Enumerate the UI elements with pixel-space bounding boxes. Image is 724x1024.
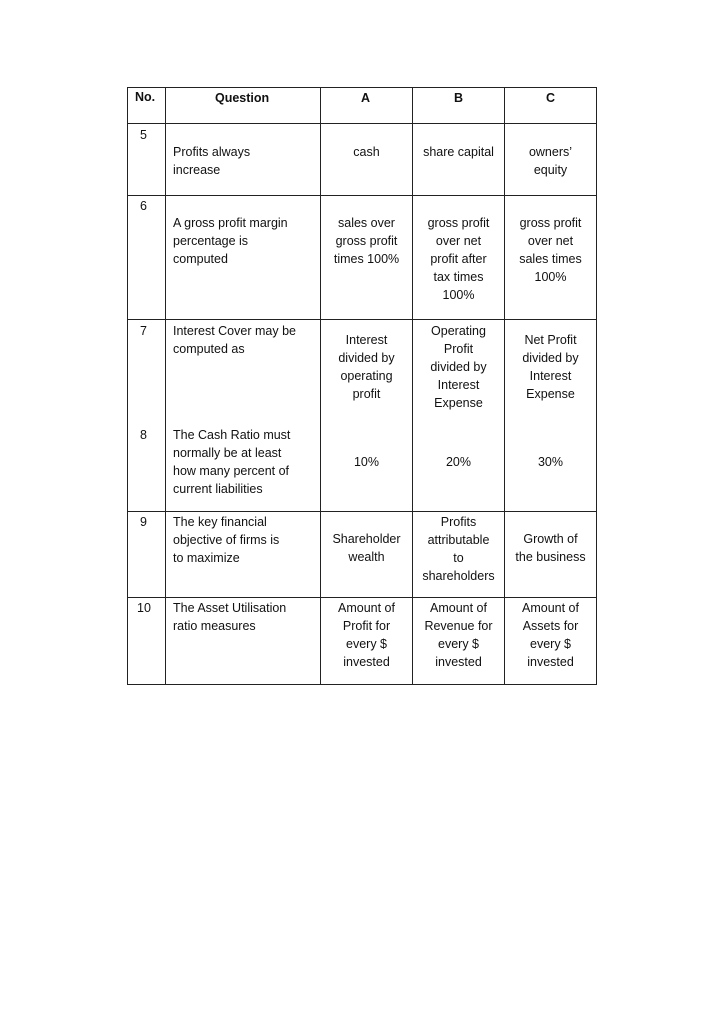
option-c-cell: owners’ equity: [528, 145, 573, 177]
option-a-cell: 10%: [353, 455, 380, 469]
question-cell: The Asset Utilisation ratio measures: [173, 601, 287, 633]
option-b-cell: Amount of Revenue for every $ invested: [424, 601, 493, 669]
option-b-cell: share capital: [423, 145, 494, 159]
row-number: 9: [140, 515, 147, 529]
option-b-cell: gross profit over net profit after tax times 100%: [427, 216, 490, 302]
option-b-cell: 20%: [445, 455, 472, 469]
option-b-cell: Operating Profit divided by Interest Expense: [430, 324, 487, 410]
row-number: 6: [140, 199, 147, 213]
header-b: B: [454, 91, 464, 105]
option-a-cell: cash: [353, 145, 380, 159]
option-b-cell: Profits attributable to shareholders: [422, 515, 495, 583]
option-c-cell: Growth of the business: [515, 532, 586, 564]
option-c-cell: Net Profit divided by Interest Expense: [522, 333, 579, 401]
row-number: 7: [140, 324, 147, 338]
header-c: C: [546, 91, 556, 105]
row-number: 10: [137, 601, 151, 615]
question-cell: Interest Cover may be computed as: [173, 324, 296, 356]
row-number: 5: [140, 128, 147, 142]
option-a-cell: Interest divided by operating profit: [338, 333, 395, 401]
question-cell: Profits always increase: [173, 145, 251, 177]
header-no: No.: [135, 90, 156, 104]
option-a-cell: Amount of Profit for every $ invested: [338, 601, 395, 669]
option-a-cell: Shareholder wealth: [332, 532, 401, 564]
option-c-cell: 30%: [537, 455, 564, 469]
header-question: Question: [215, 91, 270, 105]
question-cell: The key financial objective of firms is to maximize: [173, 515, 280, 565]
option-a-cell: sales over gross profit times 100%: [333, 216, 400, 266]
option-c-cell: gross profit over net sales times 100%: [519, 216, 582, 284]
question-cell: A gross profit margin percentage is computed: [173, 216, 288, 266]
row-number: 8: [140, 428, 147, 442]
question-cell: The Cash Ratio must normally be at least how many percent of current liabilities: [173, 428, 291, 496]
header-a: A: [361, 91, 371, 105]
option-c-cell: Amount of Assets for every $ invested: [522, 601, 579, 669]
